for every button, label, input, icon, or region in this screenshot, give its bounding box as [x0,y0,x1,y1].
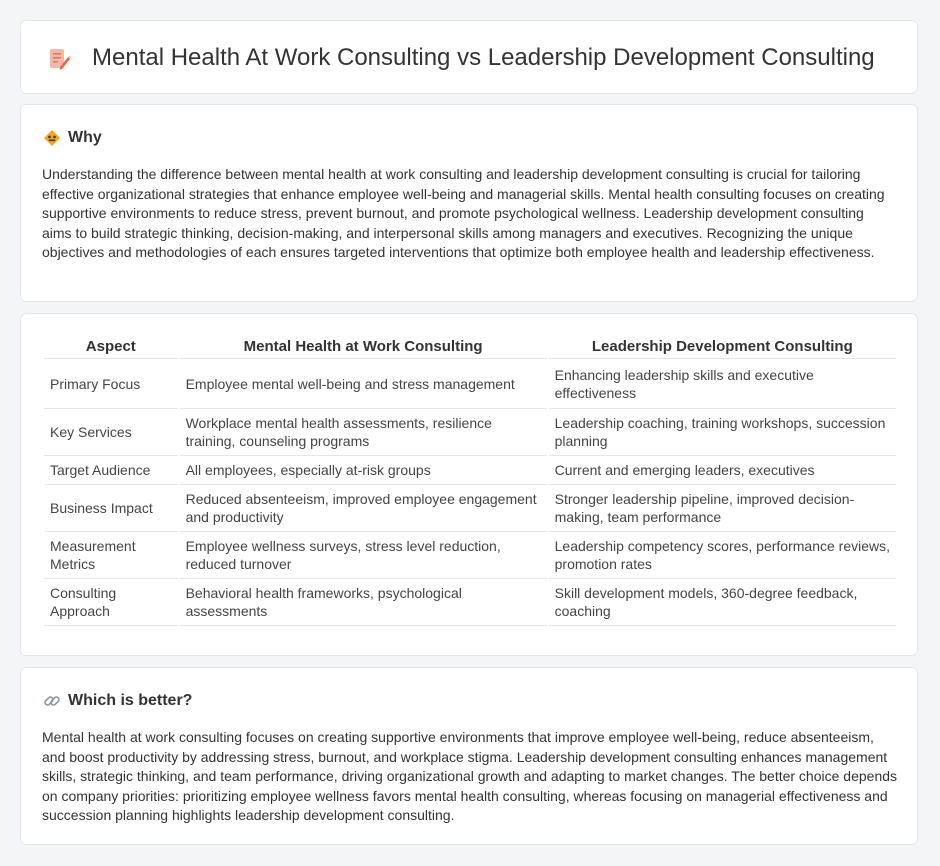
mental-health-cell: Employee mental well-being and stress management [180,359,547,409]
aspect-cell: Consulting Approach [44,579,178,626]
mental-health-cell: All employees, especially at-risk groups [180,456,547,485]
leadership-cell: Leadership competency scores, performance reviews, promotion rates [549,532,896,579]
which-is-better-section [20,667,918,845]
table-row [44,456,896,485]
leadership-cell: Skill development models, 360-degree feedback, coaching [549,579,896,626]
mental-health-cell: Employee wellness surveys, stress level reduction, reduced turnover [180,532,547,579]
column-header-leadership: Leadership Development Consulting [549,335,896,359]
leadership-cell: Current and emerging leaders, executives [549,456,896,485]
aspect-cell: Measurement Metrics [44,532,178,579]
column-header-mental-health: Mental Health at Work Consulting [180,335,547,359]
comparison-table [42,335,898,626]
better-text: Mental health at work consulting focuses on creating supportive environments that improve employee well-being, reduce absenteeism, and boost productivity by addressing stress, burnout, and workplace stigma. Leadership development consulting enhances management skills, strategic thinking, and team performance, driving organizational growth and adapting to market changes. The better choice depends on company priorities: prioritizing employee wellness favors mental health consulting, whereas focusing on managerial effectiveness and succession planning highlights leadership development consulting. [42,729,898,823]
document-pencil-icon [47,47,71,71]
page-title: Mental Health At Work Consulting vs Leadership Development Consulting [92,44,875,71]
better-header [43,690,192,712]
why-header [43,127,102,149]
table-header-row [44,335,896,359]
column-header-aspect: Aspect [44,335,178,359]
table-row [44,485,896,532]
mental-health-cell: Workplace mental health assessments, resilience training, counseling programs [180,409,547,456]
mental-health-cell: Reduced absenteeism, improved employee engagement and productivity [180,485,547,532]
lightbulb-icon [43,129,61,147]
aspect-cell: Business Impact [44,485,178,532]
aspect-cell: Key Services [44,409,178,456]
leadership-cell: Leadership coaching, training workshops, succession planning [549,409,896,456]
better-heading: Which is better? [68,692,193,709]
table-row [44,409,896,456]
table-row [44,579,896,626]
table-row [44,359,896,409]
why-heading: Why [68,129,102,146]
title-card [20,20,918,94]
why-text: Understanding the difference between mental health at work consulting and leadership development consulting is crucial for tailoring effective organizational strategies that enhance employee well-being and managerial skills. Mental health consulting focuses on creating supportive environments to reduce stress, prevent burnout, and promote psychological wellness. Leadership development consulting aims to build strategic thinking, decision-making, and interpersonal skills among managers and executives. Recognizing the unique objectives and methodologies of each ensures targeted interventions that optimize both employee health and leadership effectiveness. [42,166,885,260]
table-row [44,532,896,579]
mental-health-cell: Behavioral health frameworks, psychological assessments [180,579,547,626]
why-section [20,104,918,302]
aspect-cell: Target Audience [44,456,178,485]
leadership-cell: Enhancing leadership skills and executive effectiveness [549,359,896,409]
leadership-cell: Stronger leadership pipeline, improved decision-making, team performance [549,485,896,532]
aspect-cell: Primary Focus [44,359,178,409]
link-icon [43,692,61,710]
comparison-section [20,313,918,656]
